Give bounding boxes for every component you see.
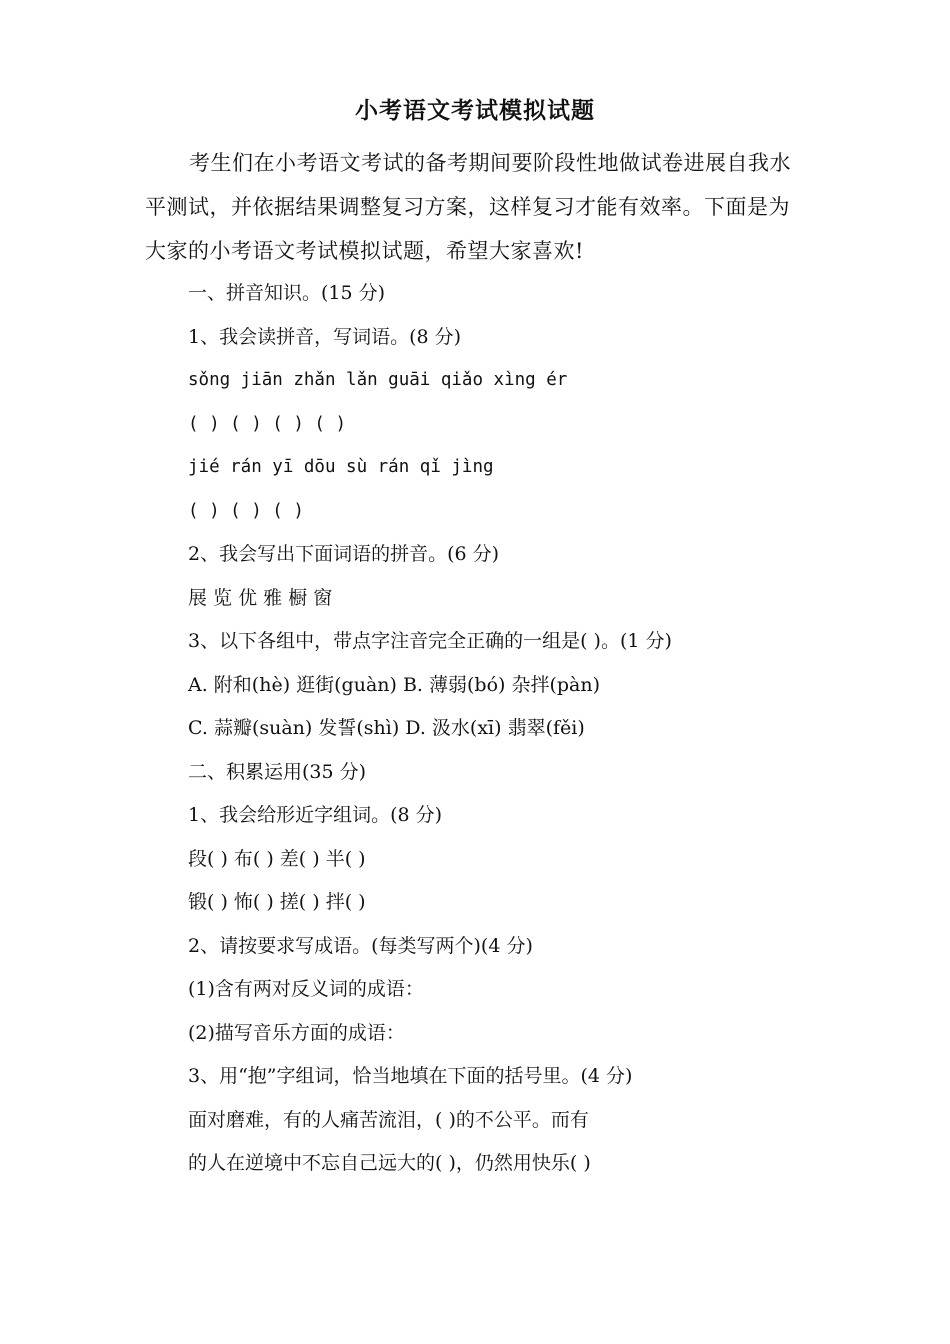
answer-blanks-row-1: ( ) ( ) ( ) ( ) bbox=[188, 413, 347, 434]
fill-sentence-2: 的人在逆境中不忘自己远大的( )，仍然用快乐( ) bbox=[188, 1152, 591, 1174]
question-idioms: 2、请按要求写成语。(每类写两个)(4 分) bbox=[188, 934, 533, 957]
fill-sentence-1: 面对磨难，有的人痛苦流泪，( )的不公平。而有 bbox=[188, 1108, 589, 1131]
idiom-prompt-2: (2)描写音乐方面的成语： bbox=[188, 1021, 405, 1044]
word-list: 展 览 优 雅 橱 窗 bbox=[188, 586, 333, 609]
answer-blanks-row-2: ( ) ( ) ( ) bbox=[188, 500, 304, 521]
question-read-pinyin: 1、我会读拼音，写词语。(8 分) bbox=[188, 325, 462, 348]
question-write-pinyin: 2、我会写出下面词语的拼音。(6 分) bbox=[188, 543, 500, 565]
question-list bbox=[188, 272, 828, 1186]
section-heading-pinyin: 一、拼音知识。(15 分) bbox=[188, 282, 386, 304]
question-similar-characters: 1、我会给形近字组词。(8 分) bbox=[188, 804, 443, 826]
pinyin-row-2: jié rán yī dōu sù rán qǐ jìng bbox=[188, 457, 494, 477]
options-c-d: C. 蒜瓣(suàn) 发誓(shì) D. 汲水(xī) 翡翠(fěi) bbox=[188, 717, 585, 739]
question-fill-blanks: 3、用“抱”字组词，恰当地填在下面的括号里。(4 分) bbox=[188, 1065, 633, 1087]
character-row-1: 段( ) 布( ) 差( ) 半( ) bbox=[188, 847, 366, 870]
document-title: 小考语文考试模拟试题 bbox=[355, 97, 595, 124]
idiom-prompt-1: (1)含有两对反义词的成语： bbox=[188, 978, 424, 1000]
section-heading-accumulation: 二、积累运用(35 分) bbox=[188, 760, 367, 783]
intro-paragraph: 考生们在小考语文考试的备考期间要阶段性地做试卷进展自我水平测试，并依据结果调整复习方案，这样复习才能有效率。下面是为大家的小考语文考试模拟试题，希望大家喜欢! bbox=[145, 151, 791, 263]
options-a-b: A. 附和(hè) 逛街(guàn) B. 薄弱(bó) 杂拌(pàn) bbox=[188, 673, 601, 696]
character-row-2: 锻( ) 怖( ) 搓( ) 拌( ) bbox=[188, 891, 366, 913]
pinyin-row-1: sǒng jiān zhǎn lǎn guāi qiǎo xìng ér bbox=[188, 370, 568, 390]
question-choose-pronunciation: 3、以下各组中，带点字注音完全正确的一组是( )。(1 分) bbox=[188, 630, 672, 652]
